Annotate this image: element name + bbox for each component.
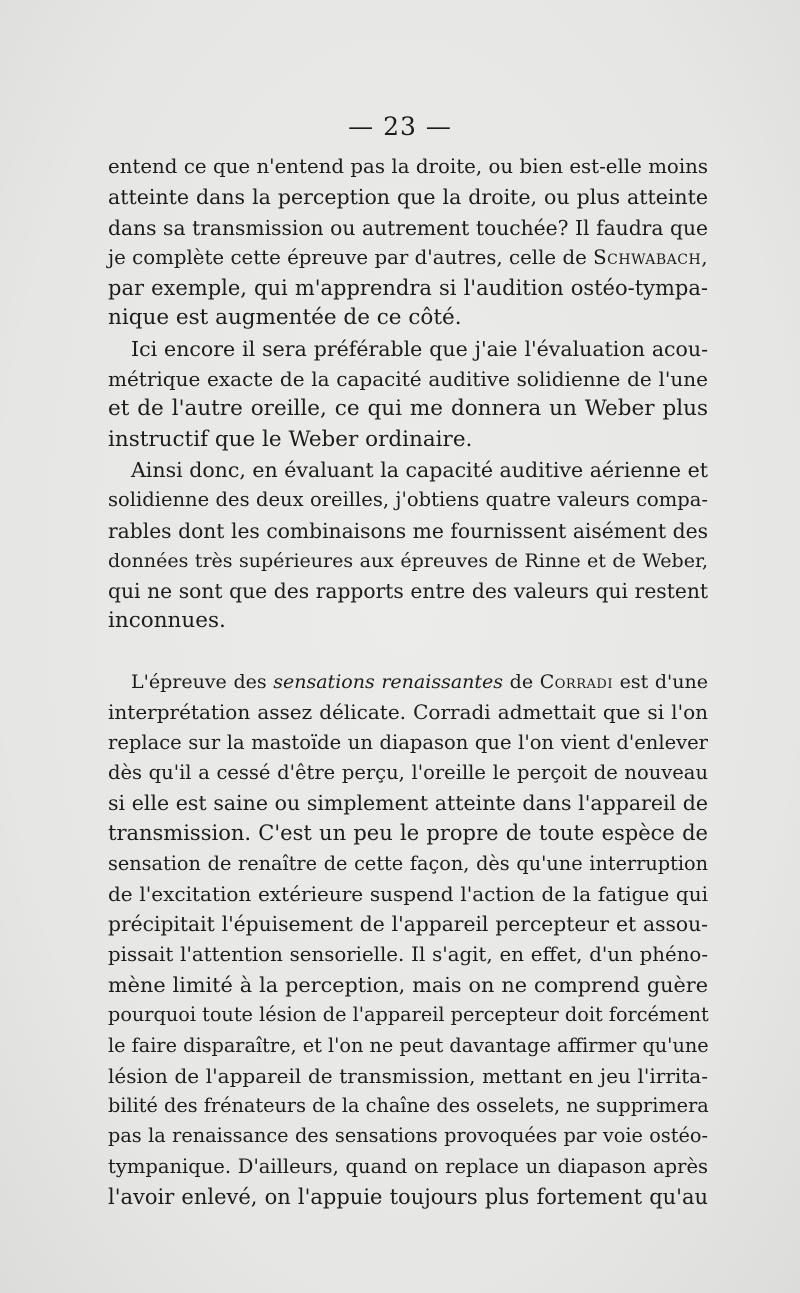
text-line: sensation de renaître de cette façon, dès qu'une interruption bbox=[108, 851, 708, 875]
text-line: l'avoir enlevé, on l'appuie toujours plus fortement qu'au bbox=[108, 1185, 708, 1210]
text-line: pas la renaissance des sensations provoquées par voie ostéo- bbox=[108, 1124, 708, 1148]
text-line: tympanique. D'ailleurs, quand on replace un diapason après bbox=[108, 1154, 708, 1178]
text-line: métrique exacte de la capacité auditive solidienne de l'une bbox=[108, 367, 708, 392]
text-line: inconnues. bbox=[108, 608, 226, 634]
text-block-bottom bbox=[108, 667, 708, 1212]
text-line: pourquoi toute lésion de l'appareil percepteur doit forcément bbox=[108, 1003, 709, 1027]
author-name-corradi: Corradi bbox=[539, 671, 613, 693]
text-fragment: est d'une bbox=[612, 671, 708, 693]
text-line-with-emphasis bbox=[108, 667, 708, 697]
text-line: dans sa transmission ou autrement touchée? Il faudra que bbox=[108, 215, 708, 240]
text-line: de l'excitation extérieure suspend l'action de la fatigue qui bbox=[108, 882, 708, 907]
text-line: lésion de l'appareil de transmission, mettant en jeu l'irrita- bbox=[108, 1063, 708, 1088]
text-line: pissait l'attention sensorielle. Il s'agit, en effet, d'un phéno- bbox=[108, 942, 708, 966]
text-line: le faire disparaître, et l'on ne peut davantage affirmer qu'une bbox=[108, 1033, 709, 1057]
text-fragment: L'épreuve des bbox=[131, 671, 274, 693]
text-line: dès qu'il a cessé d'être perçu, l'oreille le perçoit de nouveau bbox=[108, 760, 708, 784]
text-line: données très supérieures aux épreuves de Rinne et de Weber, bbox=[108, 549, 708, 572]
text-fragment: de bbox=[503, 671, 540, 693]
text-line: bilité des frénateurs de la chaîne des osselets, ne supprimera bbox=[108, 1094, 709, 1118]
text-line: Ici encore il sera préférable que j'aie l'évaluation acou- bbox=[131, 336, 708, 361]
text-line: instructif que le Weber ordinaire. bbox=[108, 426, 473, 452]
author-name-schwabach: Schwabach, bbox=[593, 245, 708, 269]
italic-term: sensations renaissantes bbox=[273, 671, 504, 693]
page-number: — 23 — bbox=[348, 112, 452, 141]
text-line: nique est augmentée de ce côté. bbox=[108, 305, 462, 331]
text-line: si elle est saine ou simplement atteinte dans l'appareil de bbox=[108, 791, 708, 816]
text-line: entend ce que n'entend pas la droite, ou bien est-elle moins bbox=[108, 155, 708, 178]
text-line-with-name bbox=[108, 243, 708, 273]
text-line: Ainsi donc, en évaluant la capacité auditive aérienne et bbox=[131, 457, 708, 482]
text-line: précipitait l'épuisement de l'appareil percepteur et assou- bbox=[108, 912, 708, 937]
text-line: atteinte dans la perception que la droite, ou plus atteinte bbox=[108, 185, 708, 210]
text-line: solidienne des deux oreilles, j'obtiens quatre valeurs compa- bbox=[108, 488, 708, 512]
text-line: rables dont les combinaisons me fournissent aisément des bbox=[108, 518, 708, 543]
text-line: par exemple, qui m'apprendra si l'audition ostéo-tympa- bbox=[108, 276, 708, 301]
text-fragment: je complète cette épreuve par d'autres, celle de bbox=[108, 245, 594, 269]
text-line: qui ne sont que des rapports entre des valeurs qui restent bbox=[108, 579, 708, 604]
text-block-top bbox=[108, 152, 708, 637]
text-line: et de l'autre oreille, ce qui me donnera un Weber plus bbox=[108, 396, 708, 422]
text-line: transmission. C'est un peu le propre de toute espèce de bbox=[108, 821, 708, 846]
text-line: replace sur la mastoïde un diapason que l'on vient d'enlever bbox=[108, 730, 708, 754]
text-line: interprétation assez délicate. Corradi admettait que si l'on bbox=[108, 700, 708, 725]
text-line: mène limité à la perception, mais on ne comprend guère bbox=[108, 972, 708, 997]
